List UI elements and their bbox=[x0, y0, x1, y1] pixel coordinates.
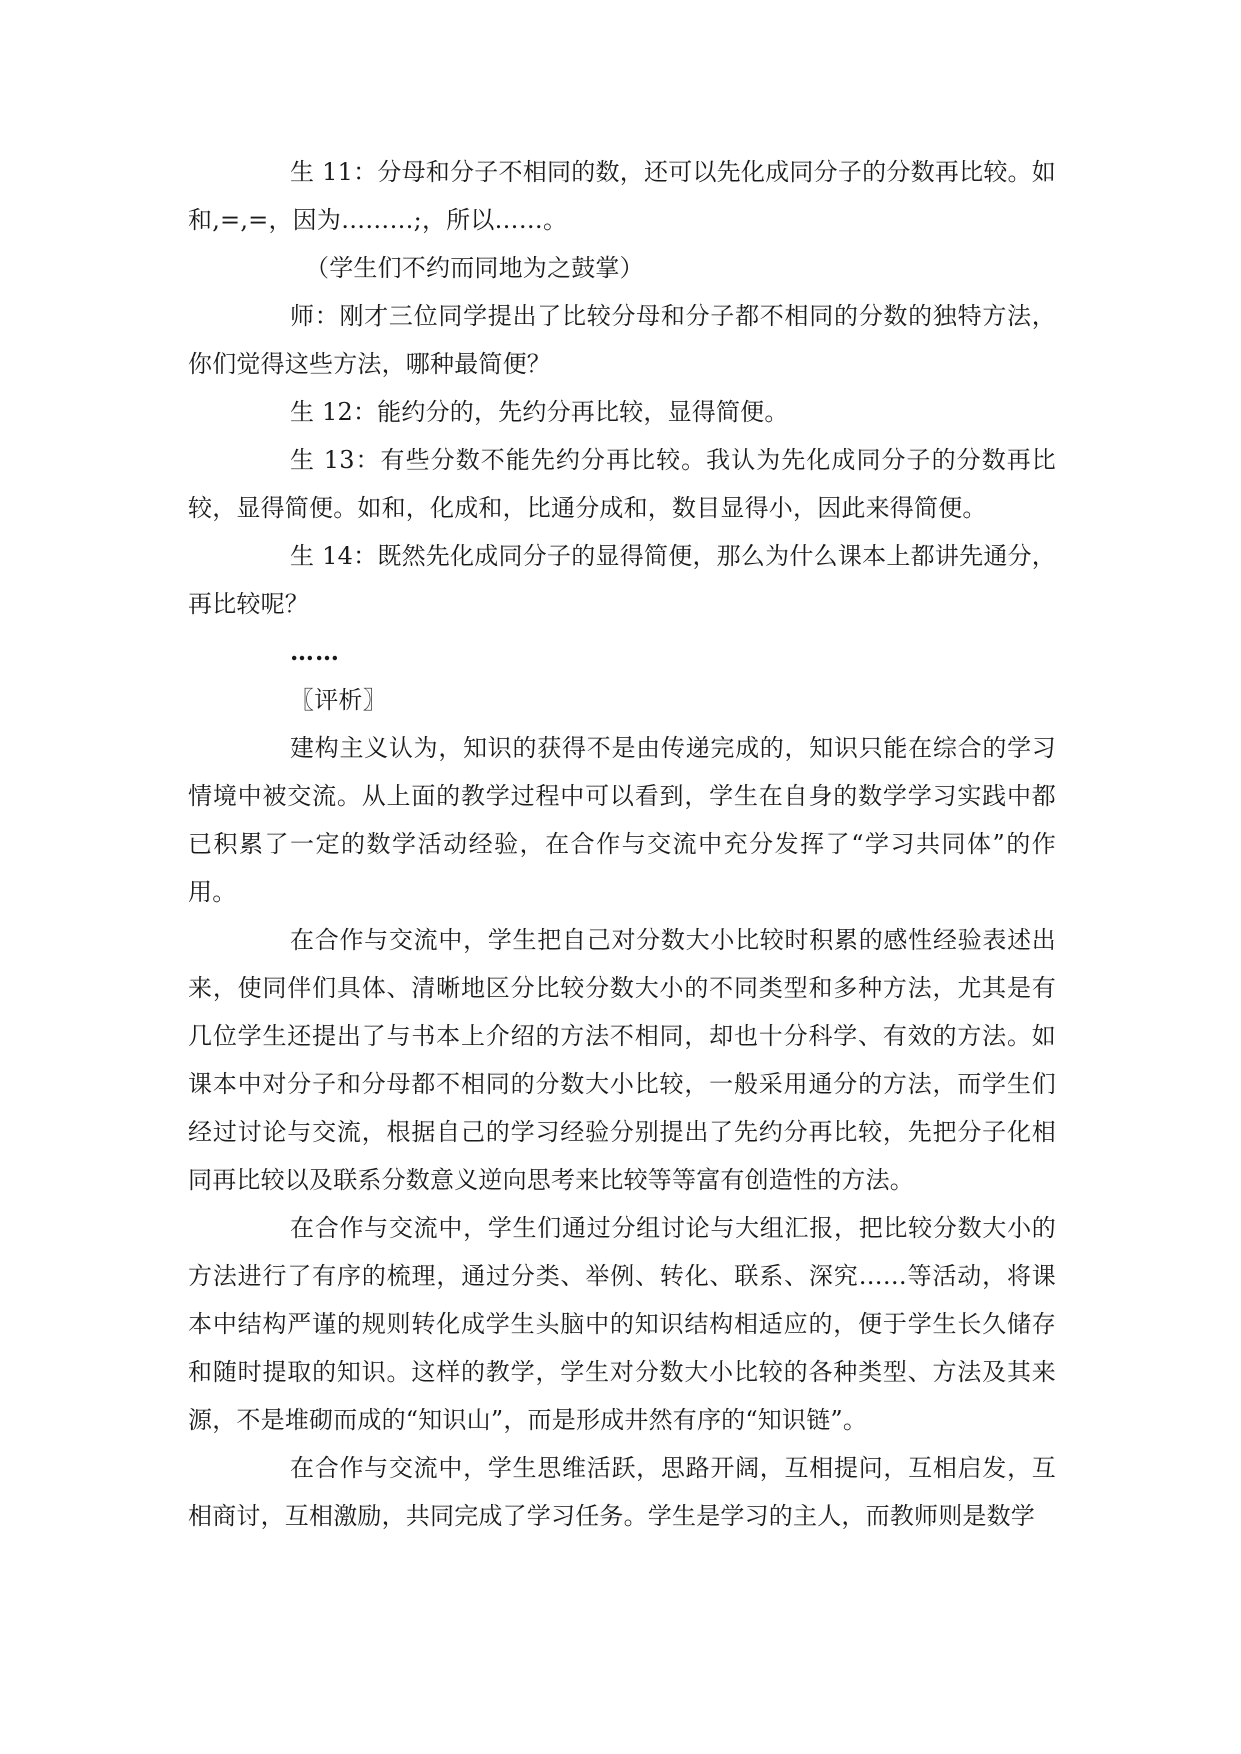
paragraph-student-14: 生 14：既然先化成同分子的显得简便，那么为什么课本上都讲先通分，再比较呢？ bbox=[188, 542, 1056, 618]
paragraph-student-11: 生 11：分母和分子不相同的数，还可以先化成同分子的分数再比较。如和,=,=，因为………;，所以……。 bbox=[188, 158, 1056, 234]
paragraph-analysis-3: 在合作与交流中，学生们通过分组讨论与大组汇报，把比较分数大小的方法进行了有序的梳理，通过分类、举例、转化、联系、深究……等活动，将课本中结构严谨的规则转化成学生头脑中的知识结构相适应的，便于学生长久储存和随时提取的知识。这样的教学，学生对分数大小比较的各种类型、方法及其来源，不是堆砌而成的“知识山”，而是形成井然有序的“知识链”。 bbox=[188, 1214, 1056, 1434]
paragraph-ellipsis: …… bbox=[290, 637, 340, 666]
paragraph-teacher: 师：刚才三位同学提出了比较分母和分子都不相同的分数的独特方法，你们觉得这些方法，哪种最简便？ bbox=[188, 302, 1056, 378]
paragraph-student-12: 生 12：能约分的，先约分再比较，显得简便。 bbox=[290, 398, 789, 426]
paragraph-student-13: 生 13：有些分数不能先约分再比较。我认为先化成同分子的分数再比较，显得简便。如和，化成和，比通分成和，数目显得小，因此来得简便。 bbox=[188, 446, 1056, 522]
paragraph-analysis-1: 建构主义认为，知识的获得不是由传递完成的，知识只能在综合的学习情境中被交流。从上面的教学过程中可以看到，学生在自身的数学学习实践中都已积累了一定的数学活动经验，在合作与交流中充分发挥了“学习共同体”的作用。 bbox=[188, 734, 1056, 906]
document-page bbox=[188, 148, 1056, 1540]
section-heading-analysis: 〖评析〗 bbox=[290, 686, 387, 714]
paragraph-analysis-4: 在合作与交流中，学生思维活跃，思路开阔，互相提问，互相启发，互相商讨，互相激励，共同完成了学习任务。学生是学习的主人，而教师则是数学 bbox=[188, 1454, 1056, 1530]
paragraph-applause-note: （学生们不约而同地为之鼓掌） bbox=[305, 254, 644, 282]
paragraph-analysis-2: 在合作与交流中，学生把自己对分数大小比较时积累的感性经验表述出来，使同伴们具体、清晰地区分比较分数大小的不同类型和多种方法，尤其是有几位学生还提出了与书本上介绍的方法不相同，却也十分科学、有效的方法。如课本中对分子和分母都不相同的分数大小比较，一般采用通分的方法，而学生们经过讨论与交流，根据自己的学习经验分别提出了先约分再比较，先把分子化相同再比较以及联系分数意义逆向思考来比较等等富有创造性的方法。 bbox=[188, 926, 1056, 1194]
